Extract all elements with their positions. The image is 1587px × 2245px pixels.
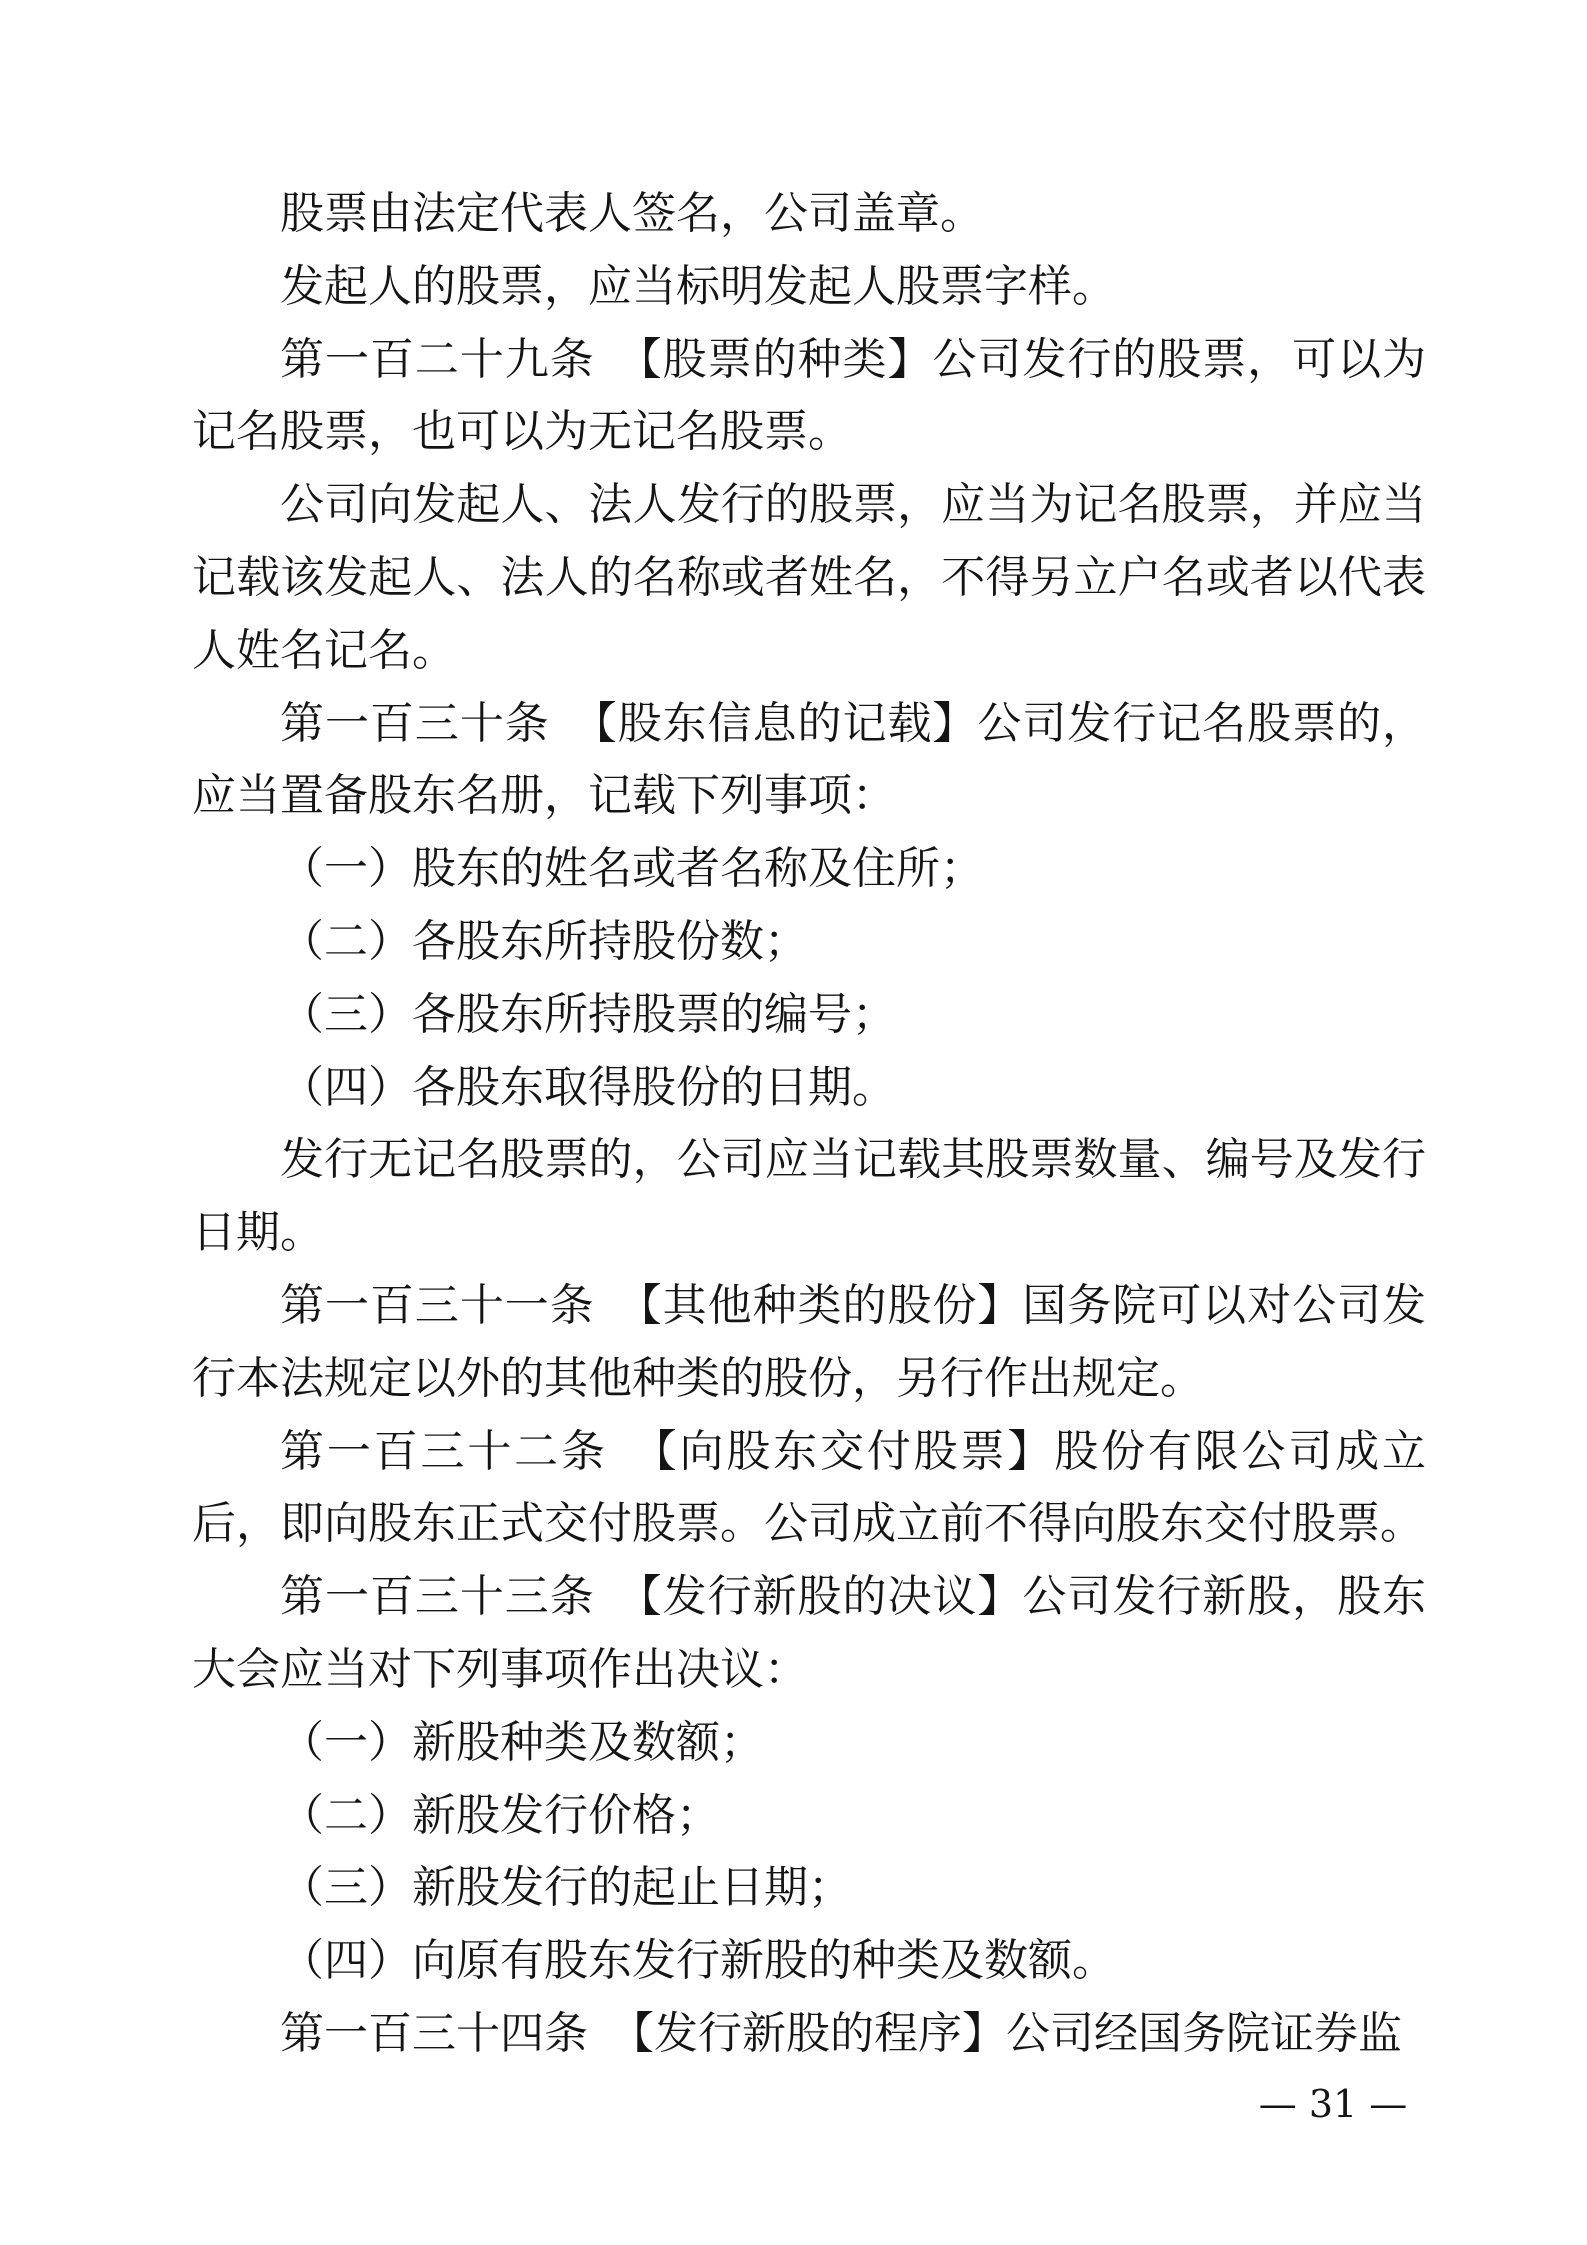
body-paragraph: 发起人的股票，应当标明发起人股票字样。 (280, 260, 1116, 312)
list-item-paragraph: （二）新股发行价格； (280, 1789, 720, 1841)
list-item-paragraph: （四）各股东取得股份的日期。 (280, 1061, 896, 1113)
list-item-paragraph: （三）各股东所持股票的编号； (280, 988, 896, 1040)
article-paragraph (192, 324, 1426, 470)
article-text: 股份有限公司成立后，即向股东正式交付股票。公司成立前不得向股东交付股票。 (192, 1425, 1427, 1550)
list-item-paragraph: （四）向原有股东发行新股的种类及数额。 (280, 1935, 1116, 1987)
body-paragraph: 发行无记名股票的，公司应当记载其股票数量、编号及发行日期。 (192, 1134, 1426, 1259)
article-number: 第一百三十一条 (280, 1279, 595, 1331)
article-text: 公司经国务院证券监 (1006, 2007, 1402, 2059)
list-item-paragraph: （一）股东的姓名或者名称及住所； (280, 843, 984, 895)
article-number: 第一百三十四条 (280, 2007, 588, 2059)
article-text: 公司发行的股票，可以为记名股票，也可以为无记名股票。 (192, 333, 1427, 458)
body-paragraph: 公司向发起人、法人发行的股票，应当为记名股票，并应当记载该发起人、法人的名称或者姓名，不得另立户名或者以代表人姓名记名。 (192, 479, 1426, 676)
article-text: 公司发行记名股票的，应当置备股东名册，记载下列事项： (192, 697, 1427, 822)
list-item-paragraph: （二）各股东所持股份数； (280, 915, 808, 967)
article-title: 【发行新股的决议】 (639, 1571, 1023, 1623)
article-paragraph (192, 1998, 1426, 2071)
list-item-paragraph: （一）新股种类及数额； (280, 1716, 764, 1768)
document-body (192, 178, 1426, 2071)
article-title: 【发行新股的程序】 (632, 2007, 1006, 2059)
article-number: 第一百三十二条 (280, 1425, 608, 1477)
article-number: 第一百三十三条 (280, 1571, 595, 1623)
article-title: 【股票的种类】 (639, 333, 933, 385)
article-text: 公司发行新股，股东大会应当对下列事项作出决议： (192, 1571, 1427, 1695)
list-item-paragraph: （三）新股发行的起止日期； (280, 1862, 852, 1914)
article-paragraph (192, 1416, 1426, 1562)
article-number: 第一百三十条 (280, 697, 550, 749)
article-paragraph (192, 1270, 1426, 1416)
article-paragraph (192, 1561, 1426, 1707)
article-number: 第一百二十九条 (280, 333, 595, 385)
article-paragraph (192, 688, 1426, 834)
article-text: 国务院可以对公司发行本法规定以外的其他种类的股份，另行作出规定。 (192, 1279, 1427, 1404)
article-title: 【向股东交付股票】 (654, 1425, 1055, 1477)
article-title: 【股东信息的记载】 (594, 697, 978, 749)
article-title: 【其他种类的股份】 (639, 1279, 1023, 1331)
page-number: — 31 — (1258, 2082, 1408, 2126)
body-paragraph: 股票由法定代表人签名，公司盖章。 (280, 188, 984, 239)
